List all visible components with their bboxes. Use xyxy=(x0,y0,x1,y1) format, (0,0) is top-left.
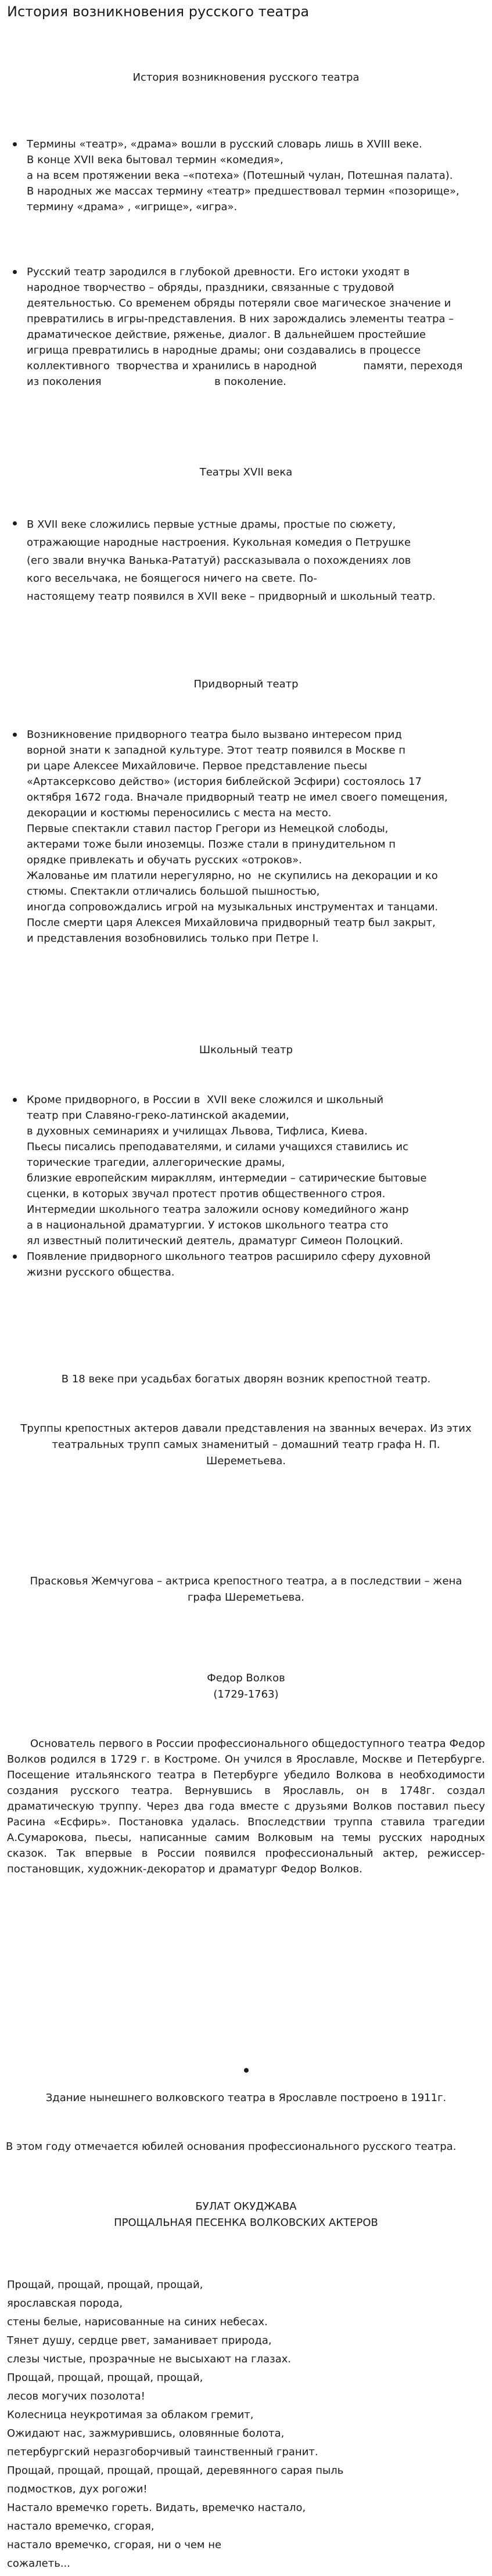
lyric-line: петербургский неразгоборчивый таинственный гранит. xyxy=(7,2446,318,2458)
text-line: декорации и костюмы переносились с места на место. xyxy=(27,807,332,819)
bullet-dot xyxy=(244,2068,249,2073)
text-line: Труппы крепостных актеров давали представления на званных вечерах. Из этих xyxy=(20,1422,472,1435)
lyric-line: Прощай, прощай, прощай, прощай, xyxy=(7,2279,203,2291)
list-item xyxy=(27,516,480,606)
text-line: а на всем протяжении века –«потеха» (Потешный чулан, Потешная палата). xyxy=(27,170,453,182)
lyric-line: Ожидают нас, зажмурившись, оловянные болота, xyxy=(7,2427,285,2440)
text-line: «Артаксерксово действо» (история библейской Эсфири) состоялось 17 xyxy=(27,776,422,788)
text-line: театр при Славяно-греко-латинской академии, xyxy=(27,1109,289,1122)
text-line: Интермедии школьного театра заложили основу комедийного жанр xyxy=(27,1204,409,1216)
text-line: Прасковья Жемчугова – актриса крепостного театра, а в последствии – жена xyxy=(30,1575,462,1587)
list-item xyxy=(27,1092,480,1249)
jubilee-note: В этом году отмечается юбилей основания профессионального русского театра. xyxy=(6,2141,457,2153)
list-item xyxy=(27,136,480,215)
text-line: в духовных семинариях и училищах Львова, Тифлиса, Киева. xyxy=(27,1125,368,1137)
text-line: (его звали внучка Ванька-Рататуй) рассказывала о похождениях лов xyxy=(27,554,411,567)
text-line: коллективного творчества и хранились в народной памяти, переходя xyxy=(27,360,463,372)
lyric-line: Прощай, прощай, прощай, прощай, xyxy=(7,2372,203,2384)
text-line: актерами тоже были иноземцы. Позже стали в принудительном п xyxy=(27,838,396,851)
text-line: октября 1672 года. Вначале придворный театр не имел своего помещения, xyxy=(27,791,448,804)
text-line: близкие европейским миракллям, интермедии – сатирические бытовые xyxy=(27,1172,427,1184)
text-line: народное творчество – обряды, праздники, связанные с трудовой xyxy=(27,282,394,294)
text-line: В XVII веке сложились первые устные драмы, простые по сюжету, xyxy=(27,518,396,531)
lyric-line: настало времечко, сгорая, xyxy=(7,2520,155,2532)
lyric-line: Тянет душу, сердце рвет, заманивает природа, xyxy=(7,2334,272,2347)
volkov-biography: Основатель первого в России профессионального общедоступного театра Федор Волков родился в 1729 г. в Костроме. Он учился в Ярославле, Москве и Петербурге. Посещение итальянского театра в Петербурге убедило Волкова в необходимости создания русского театра. Вернувшись в Ярославль, он в 1748г. создал драматическую труппу. Через два года вместе с друзьями Волков поставил пьесу Расина «Есфирь». Постановка удалась. Впоследствии труппа ставила трагедии А.Сумарокова, пьесы, написанные самим Волковым на темы русских народных сказок. Так впервые в России появился профессиональный актер, режиссер-постановщик, художник-декоратор и драматург Федор Волков. xyxy=(7,1738,485,1875)
lyric-line: лесов могучих позолота! xyxy=(7,2390,145,2402)
text-line: термину «драма» , «игрище», «игра». xyxy=(27,201,238,213)
section-origins-2 xyxy=(27,264,480,390)
serf-theatre-intro: В 18 веке при усадьбах богатых дворян возник крепостной театр. xyxy=(61,1373,431,1385)
song-author: БУЛАТ ОКУДЖАВА xyxy=(195,2200,297,2213)
volkov-name: Федор Волков xyxy=(207,1672,285,1684)
volkov-years: (1729-1763) xyxy=(213,1688,279,1700)
text-line: игрища превратились в народные драмы; они создавались в процессе xyxy=(27,344,421,356)
text-line: стюмы. Спектакли отличались большой пышностью, xyxy=(27,885,320,898)
heading-school: Школьный театр xyxy=(199,1044,293,1056)
text-line: настоящему театр появился в XVII веке – придворный и школьный театр. xyxy=(27,590,436,603)
text-line: торические трагедии, аллегорические драмы, xyxy=(27,1157,285,1169)
text-line: Жалованье им платили нерегулярно, но не скупились на декорации и ко xyxy=(27,870,438,882)
section-court xyxy=(27,727,480,946)
text-line: Русский театр зародился в глубокой древности. Его истоки уходят в xyxy=(27,266,410,278)
text-line: драматическое действие, ряженье, диалог. В дальнейшем простейшие xyxy=(27,329,426,341)
heading-xvii: Театры XVII века xyxy=(199,466,293,478)
text-line: Термины «театр», «драма» вошли в русский словарь лишь в XVIII веке. xyxy=(27,138,422,150)
text-line: В конце XVII века бытовал термин «комедия», xyxy=(27,154,283,166)
text-line: кого весельчака, не боящегося ничего на свете. По- xyxy=(27,572,317,585)
song-title: ПРОЩАЛЬНАЯ ПЕСЕНКА ВОЛКОВСКИХ АКТЕРОВ xyxy=(114,2217,378,2229)
volkov-heading xyxy=(0,1670,492,1703)
text-line: Пьесы писались преподавателями, и силами учащихся ставились ис xyxy=(27,1141,409,1153)
text-line: а в национальной драматургии. У истоков школьного театра сто xyxy=(27,1219,389,1231)
page-title: История возникновения русского театра xyxy=(7,3,310,20)
text-line: ри царе Алексее Михайловиче. Первое представление пьесы xyxy=(27,760,368,772)
text-line: театральных трупп самых знаменитый – домашний театр графа Н. П. xyxy=(52,1439,440,1451)
text-line: Возникновение придворного театра было вызвано интересом прид xyxy=(27,729,402,741)
list-item xyxy=(27,264,480,390)
section-school xyxy=(27,1092,480,1280)
text-line: сценки, в которых звучал протест против общественного строя. xyxy=(27,1188,386,1200)
yaroslavl-building-note: Здание нынешнего волковского театра в Ярославле построено в 1911г. xyxy=(45,2092,447,2104)
text-line: ворной знати к западной культуре. Этот театр появился в Москве п xyxy=(27,744,406,756)
zhemchugova-caption xyxy=(0,1573,492,1606)
lyric-line: стены белые, нарисованные на синих небесах. xyxy=(7,2316,268,2328)
text-line: орядке привлекать и обучать русских «отроков». xyxy=(27,854,302,866)
heading-main: История возникновения русского театра xyxy=(132,71,360,84)
song-header xyxy=(0,2199,492,2231)
text-line: жизни русского общества. xyxy=(27,1266,175,1278)
text-line: В народных же массах термину «театр» предшествовал термин «позорище», xyxy=(27,185,459,197)
text-line: графа Шереметьева. xyxy=(187,1591,305,1604)
text-line: деятельностью. Со временем обряды потеряли свое магическое значение и xyxy=(27,297,451,309)
text-line: и представления возобновились только при Петре I. xyxy=(27,932,319,945)
lyric-line: ярославская порода, xyxy=(7,2297,123,2310)
lyric-line: сожалеть... xyxy=(7,2557,70,2570)
lyric-line: подмостков, дух рогожи! xyxy=(7,2483,148,2495)
text-line: Первые спектакли ставил пастор Грегори из Немецкой слободы, xyxy=(27,823,389,835)
text-line: из поколения в поколение. xyxy=(27,376,286,388)
song-lyrics xyxy=(7,2276,489,2573)
text-line: После смерти царя Алексея Михайловича придворный театр был закрыт, xyxy=(27,917,436,929)
list-item xyxy=(27,727,480,946)
section-xvii xyxy=(27,516,480,606)
list-item xyxy=(27,1249,480,1280)
text-line: Кроме придворного, в России в XVII веке сложился и школьный xyxy=(27,1094,384,1106)
lyric-line: Колесница неукротимая за облаком гремит, xyxy=(7,2409,254,2421)
text-line: превратились в игры-представления. В них зарождались элементы театра – xyxy=(27,313,454,325)
serf-troupes xyxy=(0,1421,492,1469)
heading-court: Придворный театр xyxy=(193,678,299,690)
text-line: отражающие народные настроения. Кукольная комедия о Петрушке xyxy=(27,536,411,549)
text-line: Шереметьева. xyxy=(206,1455,286,1467)
lyric-line: Настало времечко гореть. Видать, времечко настало, xyxy=(7,2502,306,2514)
lyric-line: настало времечко, сгорая, ни о чем не xyxy=(7,2539,222,2551)
text-line: иногда сопровождались игрой на музыкальных инструментах и танцами. xyxy=(27,901,439,913)
lyric-line: Прощай, прощай, прощай, прощай, деревянного сарая пыль xyxy=(7,2465,344,2477)
lyric-line: слезы чистые, прозрачные не высыхают на глазах. xyxy=(7,2353,292,2365)
section-origins xyxy=(27,136,480,215)
text-line: Появление придворного школьного театров расширило сферу духовной xyxy=(27,1251,431,1263)
text-line: ял известный политический деятель, драматург Симеон Полоцкий. xyxy=(27,1235,403,1247)
